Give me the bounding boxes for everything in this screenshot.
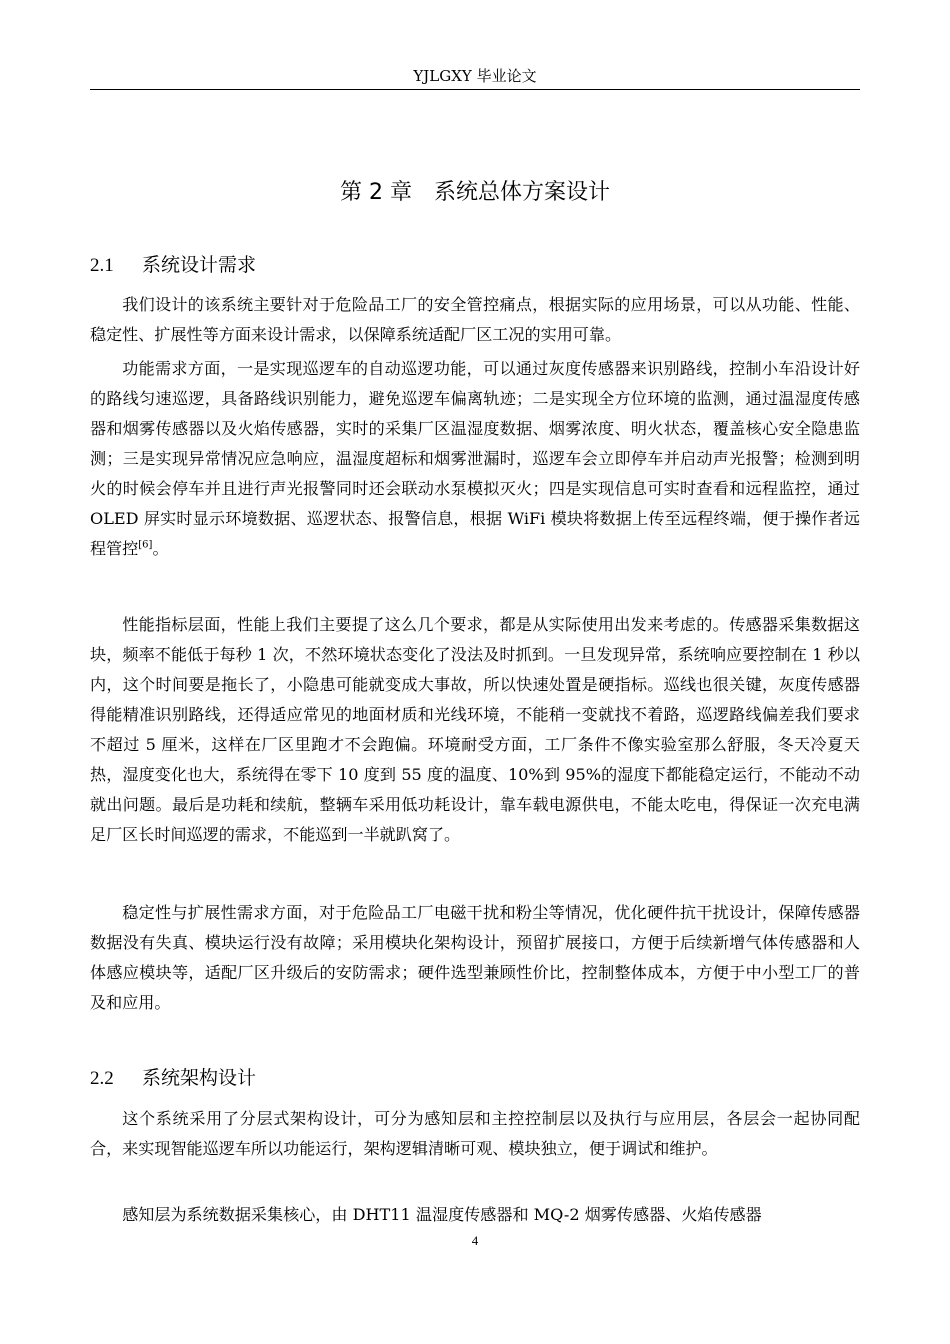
section-heading-2-1 [90, 250, 860, 281]
paragraph: 我们设计的该系统主要针对于危险品工厂的安全管控痛点，根据实际的应用场景，可以从功能、性能、稳定性、扩展性等方面来设计需求，以保障系统适配厂区工况的实用可靠。 [90, 295, 860, 344]
paragraph: 这个系统采用了分层式架构设计，可分为感知层和主控控制层以及执行与应用层，各层会一起协同配合，来实现智能巡逻车所以功能运行，架构逻辑清晰可观、模块独立，便于调试和维护。 [90, 1109, 860, 1158]
section-heading-2-2 [90, 1063, 860, 1094]
section-number: 2.2 [90, 1068, 114, 1089]
paragraph-end: 。 [152, 539, 169, 558]
paragraph: 感知层为系统数据采集核心，由 DHT11 温湿度传感器和 MQ-2 烟雾传感器、火焰传感器 [122, 1205, 762, 1224]
section-title: 系统架构设计 [142, 1067, 257, 1089]
header-rule [90, 89, 860, 90]
section-title: 系统设计需求 [142, 254, 257, 276]
paragraph-text: 功能需求方面，一是实现巡逻车的自动巡逻功能，可以通过灰度传感器来识别路线，控制小车沿设计好的路线匀速巡逻，具备路线识别能力，避免巡逻车偏离轨迹；二是实现全方位环境的监测，通过温湿度传感器和烟雾传感器以及火焰传感器，实时的采集厂区温湿度数据、烟雾浓度、明火状态，覆盖核心安全隐患监测；三是实现异常情况应急响应，温湿度超标和烟雾泄漏时，巡逻车会立即停车并启动声光报警；检测到明火的时候会停车并且进行声光报警同时还会联动水泵模拟灭火；四是实现信息可实时查看和远程监控，通过 OLED 屏实时显示环境数据、巡逻状态、报警信息，根据 WiFi 模块将数据上传至远程终端，便于操作者远程管控 [90, 359, 860, 558]
section-number: 2.1 [90, 255, 114, 276]
paragraph [90, 354, 860, 564]
page-header: YJLGXY 毕业论文 [413, 67, 537, 85]
paragraph: 性能指标层面，性能上我们主要提了这么几个要求，都是从实际使用出发来考虑的。传感器采集数据这块，频率不能低于每秒 1 次，不然环境状态变化了没法及时抓到。一旦发现异常，系统响应要控制在 1 秒以内，这个时间要是拖长了，小隐患可能就变成大事故，所以快速处置是硬指标。巡线也很关键，灰度传感器得能精准识别路线，还得适应常见的地面材质和光线环境，不能稍一变就找不着路，巡逻路线偏差我们要求不超过 5 厘米，这样在厂区里跑才不会跑偏。环境耐受方面，工厂条件不像实验室那么舒服，冬天冷夏天热，湿度变化也大，系统得在零下 10 度到 55 度的温度、10%到 95%的湿度下都能稳定运行，不能动不动就出问题。最后是功耗和续航，整辆车采用低功耗设计，靠车载电源供电，不能太吃电，得保证一次充电满足厂区长时间巡逻的需求，不能巡到一半就趴窝了。 [90, 615, 860, 844]
page-number: 4 [471, 1233, 479, 1248]
chapter-title [90, 176, 860, 210]
chapter-number: 第 2 章 [340, 180, 412, 205]
chapter-name: 系统总体方案设计 [433, 180, 610, 205]
paragraph: 稳定性与扩展性需求方面，对于危险品工厂电磁干扰和粉尘等情况，优化硬件抗干扰设计，保障传感器数据没有失真、模块运行没有故障；采用模块化架构设计，预留扩展接口，方便于后续新增气体传感器和人体感应模块等，适配厂区升级后的安防需求；硬件选型兼顾性价比，控制整体成本，方便于中小型工厂的普及和应用。 [90, 903, 860, 1012]
citation-marker: [6] [138, 539, 153, 551]
